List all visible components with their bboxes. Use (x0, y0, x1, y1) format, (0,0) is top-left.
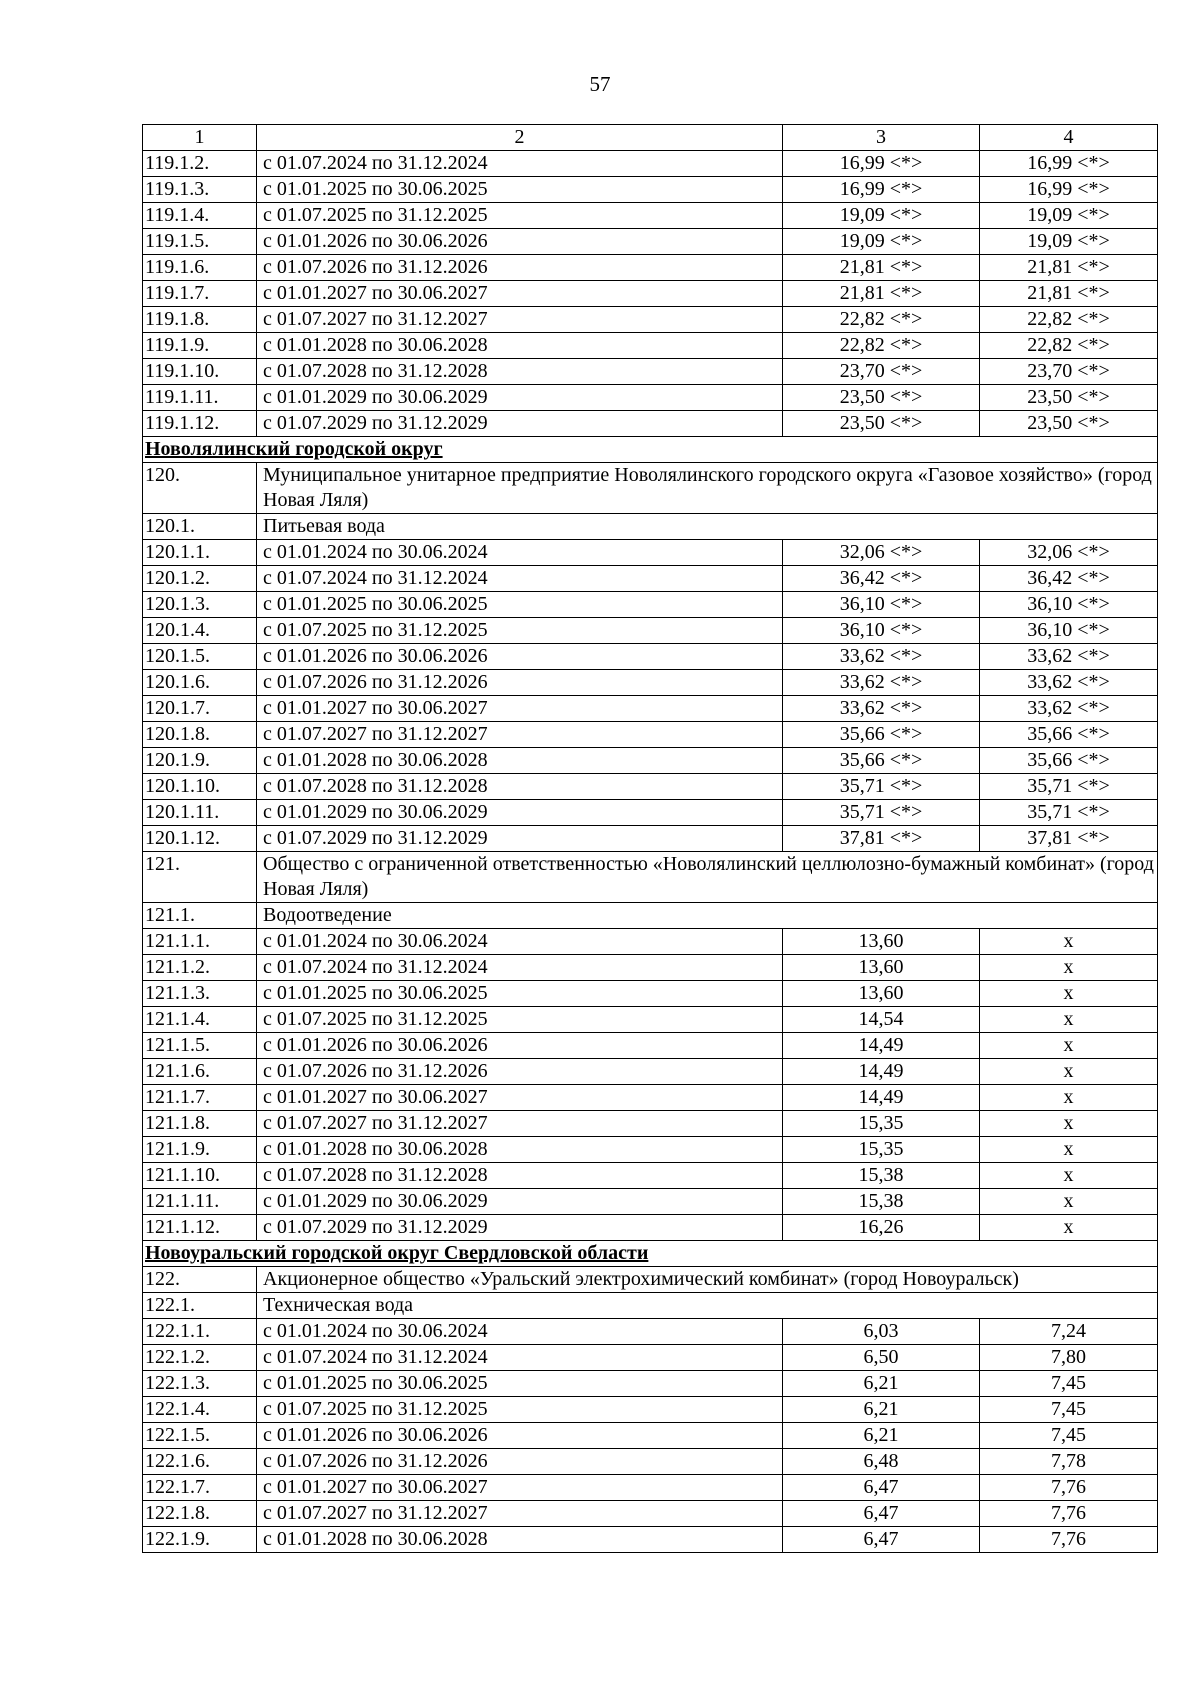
period-cell: с 01.07.2024 по 31.12.2024 (257, 1345, 783, 1371)
table-row (143, 203, 1158, 229)
row-number: 119.1.11. (143, 385, 257, 411)
row-number: 119.1.12. (143, 411, 257, 437)
table-row (143, 333, 1158, 359)
row-number: 122.1.6. (143, 1449, 257, 1475)
row-number: 121.1.5. (143, 1033, 257, 1059)
table-row (143, 981, 1158, 1007)
period-cell: с 01.07.2029 по 31.12.2029 (257, 1215, 783, 1241)
period-cell: с 01.07.2027 по 31.12.2027 (257, 307, 783, 333)
row-number: 122.1.5. (143, 1423, 257, 1449)
table-row (143, 1163, 1158, 1189)
tariff-value-col3: 16,99 <*> (783, 151, 980, 177)
tariff-value-col3: 32,06 <*> (783, 540, 980, 566)
tariff-value-col4: 7,76 (980, 1501, 1158, 1527)
table-row (143, 670, 1158, 696)
table-row (143, 1111, 1158, 1137)
tariff-value-col3: 15,38 (783, 1163, 980, 1189)
tariff-value-col4: 33,62 <*> (980, 670, 1158, 696)
row-number: 121.1.9. (143, 1137, 257, 1163)
tariff-value-col3: 6,48 (783, 1449, 980, 1475)
tariff-value-col3: 14,49 (783, 1033, 980, 1059)
organization-description: Общество с ограниченной ответственностью «Новолялинский целлюлозно-бумажный комбинат» (город Новая Ляля) (257, 852, 1158, 903)
tariff-value-col3: 16,26 (783, 1215, 980, 1241)
tariff-value-col4: 7,45 (980, 1371, 1158, 1397)
tariff-value-col4: 36,10 <*> (980, 592, 1158, 618)
tariff-value-col4: x (980, 1033, 1158, 1059)
row-number: 120.1.1. (143, 540, 257, 566)
tariff-value-col3: 14,49 (783, 1059, 980, 1085)
period-cell: с 01.01.2025 по 30.06.2025 (257, 981, 783, 1007)
organization-description: Питьевая вода (257, 514, 1158, 540)
row-number: 122. (143, 1267, 257, 1293)
table-row (143, 1345, 1158, 1371)
organization-row (143, 903, 1158, 929)
row-number: 120.1.3. (143, 592, 257, 618)
table-row (143, 1475, 1158, 1501)
period-cell: с 01.01.2024 по 30.06.2024 (257, 929, 783, 955)
tariff-value-col4: x (980, 1085, 1158, 1111)
tariff-value-col3: 33,62 <*> (783, 670, 980, 696)
column-header: 1 (143, 125, 257, 151)
period-cell: с 01.01.2024 по 30.06.2024 (257, 1319, 783, 1345)
table-row (143, 385, 1158, 411)
period-cell: с 01.07.2024 по 31.12.2024 (257, 955, 783, 981)
period-cell: с 01.07.2024 по 31.12.2024 (257, 566, 783, 592)
column-header: 2 (257, 125, 783, 151)
row-number: 121.1.10. (143, 1163, 257, 1189)
tariff-value-col4: x (980, 1111, 1158, 1137)
period-cell: с 01.07.2025 по 31.12.2025 (257, 618, 783, 644)
tariff-value-col3: 16,99 <*> (783, 177, 980, 203)
row-number: 119.1.5. (143, 229, 257, 255)
period-cell: с 01.07.2027 по 31.12.2027 (257, 1111, 783, 1137)
period-cell: с 01.01.2027 по 30.06.2027 (257, 1085, 783, 1111)
tariff-value-col3: 22,82 <*> (783, 333, 980, 359)
column-number-row (143, 125, 1158, 151)
table-row (143, 826, 1158, 852)
tariff-value-col4: 21,81 <*> (980, 281, 1158, 307)
row-number: 119.1.6. (143, 255, 257, 281)
tariff-value-col3: 15,35 (783, 1111, 980, 1137)
tariff-value-col3: 6,03 (783, 1319, 980, 1345)
tariff-value-col3: 13,60 (783, 981, 980, 1007)
tariff-value-col3: 22,82 <*> (783, 307, 980, 333)
row-number: 121.1.4. (143, 1007, 257, 1033)
period-cell: с 01.07.2027 по 31.12.2027 (257, 1501, 783, 1527)
table-row (143, 592, 1158, 618)
tariff-value-col4: 36,42 <*> (980, 566, 1158, 592)
tariff-value-col4: 33,62 <*> (980, 696, 1158, 722)
row-number: 119.1.4. (143, 203, 257, 229)
row-number: 120.1.7. (143, 696, 257, 722)
tariff-value-col4: x (980, 1189, 1158, 1215)
table-row (143, 955, 1158, 981)
table-row (143, 1033, 1158, 1059)
tariff-value-col4: x (980, 955, 1158, 981)
tariff-value-col3: 23,50 <*> (783, 385, 980, 411)
tariff-value-col3: 15,35 (783, 1137, 980, 1163)
tariff-value-col4: 7,80 (980, 1345, 1158, 1371)
table-row (143, 1059, 1158, 1085)
row-number: 121.1. (143, 903, 257, 929)
period-cell: с 01.01.2025 по 30.06.2025 (257, 592, 783, 618)
period-cell: с 01.07.2024 по 31.12.2024 (257, 151, 783, 177)
tariff-value-col4: 7,45 (980, 1423, 1158, 1449)
column-header: 4 (980, 125, 1158, 151)
tariff-value-col4: 35,66 <*> (980, 722, 1158, 748)
table-row (143, 800, 1158, 826)
table-row (143, 1007, 1158, 1033)
tariff-value-col4: 32,06 <*> (980, 540, 1158, 566)
tariff-value-col3: 6,50 (783, 1345, 980, 1371)
table-row (143, 1319, 1158, 1345)
table-row (143, 566, 1158, 592)
table-row (143, 540, 1158, 566)
tariff-value-col4: x (980, 981, 1158, 1007)
organization-description: Водоотведение (257, 903, 1158, 929)
period-cell: с 01.01.2025 по 30.06.2025 (257, 177, 783, 203)
row-number: 122.1. (143, 1293, 257, 1319)
organization-row (143, 852, 1158, 903)
tariff-value-col4: 33,62 <*> (980, 644, 1158, 670)
period-cell: с 01.01.2027 по 30.06.2027 (257, 281, 783, 307)
table-row (143, 1449, 1158, 1475)
tariff-value-col4: 22,82 <*> (980, 333, 1158, 359)
row-number: 119.1.9. (143, 333, 257, 359)
period-cell: с 01.01.2028 по 30.06.2028 (257, 1527, 783, 1553)
row-number: 120.1. (143, 514, 257, 540)
tariff-value-col3: 23,50 <*> (783, 411, 980, 437)
row-number: 120.1.2. (143, 566, 257, 592)
tariff-value-col4: 16,99 <*> (980, 151, 1158, 177)
row-number: 120.1.4. (143, 618, 257, 644)
period-cell: с 01.07.2029 по 31.12.2029 (257, 411, 783, 437)
period-cell: с 01.07.2026 по 31.12.2026 (257, 255, 783, 281)
row-number: 119.1.10. (143, 359, 257, 385)
table-row (143, 1085, 1158, 1111)
tariff-value-col3: 19,09 <*> (783, 229, 980, 255)
period-cell: с 01.07.2025 по 31.12.2025 (257, 203, 783, 229)
organization-description: Муниципальное унитарное предприятие Новолялинского городского округа «Газовое хозяйство» (город Новая Ляля) (257, 463, 1158, 514)
tariff-value-col3: 36,42 <*> (783, 566, 980, 592)
period-cell: с 01.01.2027 по 30.06.2027 (257, 696, 783, 722)
table-row (143, 1501, 1158, 1527)
row-number: 120.1.9. (143, 748, 257, 774)
tariff-value-col3: 13,60 (783, 929, 980, 955)
tariff-value-col3: 19,09 <*> (783, 203, 980, 229)
period-cell: с 01.01.2028 по 30.06.2028 (257, 1137, 783, 1163)
period-cell: с 01.07.2025 по 31.12.2025 (257, 1007, 783, 1033)
tariff-value-col4: x (980, 1163, 1158, 1189)
tariff-value-col3: 15,38 (783, 1189, 980, 1215)
tariff-value-col4: x (980, 1007, 1158, 1033)
period-cell: с 01.01.2029 по 30.06.2029 (257, 1189, 783, 1215)
row-number: 122.1.3. (143, 1371, 257, 1397)
tariff-value-col4: 19,09 <*> (980, 229, 1158, 255)
row-number: 122.1.1. (143, 1319, 257, 1345)
row-number: 121.1.7. (143, 1085, 257, 1111)
row-number: 121.1.12. (143, 1215, 257, 1241)
tariff-value-col4: x (980, 1059, 1158, 1085)
table-row (143, 618, 1158, 644)
table-row (143, 1423, 1158, 1449)
row-number: 120.1.12. (143, 826, 257, 852)
section-heading-row (143, 1241, 1158, 1267)
row-number: 122.1.9. (143, 1527, 257, 1553)
tariff-value-col4: 35,71 <*> (980, 800, 1158, 826)
period-cell: с 01.07.2026 по 31.12.2026 (257, 1059, 783, 1085)
row-number: 122.1.8. (143, 1501, 257, 1527)
organization-description: Акционерное общество «Уральский электрохимический комбинат» (город Новоуральск) (257, 1267, 1158, 1293)
row-number: 121.1.8. (143, 1111, 257, 1137)
tariff-value-col3: 36,10 <*> (783, 592, 980, 618)
period-cell: с 01.01.2024 по 30.06.2024 (257, 540, 783, 566)
row-number: 119.1.7. (143, 281, 257, 307)
tariff-value-col3: 37,81 <*> (783, 826, 980, 852)
row-number: 121.1.2. (143, 955, 257, 981)
tariff-value-col3: 33,62 <*> (783, 696, 980, 722)
table-row (143, 229, 1158, 255)
tariff-value-col4: 7,78 (980, 1449, 1158, 1475)
tariff-value-col4: 23,70 <*> (980, 359, 1158, 385)
period-cell: с 01.01.2026 по 30.06.2026 (257, 1033, 783, 1059)
tariff-value-col3: 6,47 (783, 1527, 980, 1553)
tariff-value-col4: 37,81 <*> (980, 826, 1158, 852)
period-cell: с 01.01.2026 по 30.06.2026 (257, 1423, 783, 1449)
tariff-value-col3: 21,81 <*> (783, 255, 980, 281)
table-row (143, 359, 1158, 385)
tariff-value-col3: 35,71 <*> (783, 800, 980, 826)
period-cell: с 01.07.2026 по 31.12.2026 (257, 670, 783, 696)
period-cell: с 01.01.2028 по 30.06.2028 (257, 333, 783, 359)
tariff-value-col3: 33,62 <*> (783, 644, 980, 670)
organization-row (143, 514, 1158, 540)
period-cell: с 01.01.2025 по 30.06.2025 (257, 1371, 783, 1397)
row-number: 120.1.6. (143, 670, 257, 696)
table-row (143, 411, 1158, 437)
row-number: 122.1.7. (143, 1475, 257, 1501)
table-row (143, 748, 1158, 774)
tariff-value-col3: 36,10 <*> (783, 618, 980, 644)
table-row (143, 774, 1158, 800)
tariff-value-col3: 23,70 <*> (783, 359, 980, 385)
period-cell: с 01.07.2026 по 31.12.2026 (257, 1449, 783, 1475)
tariff-value-col4: x (980, 1215, 1158, 1241)
tariff-value-col3: 14,49 (783, 1085, 980, 1111)
tariff-value-col4: x (980, 929, 1158, 955)
row-number: 119.1.8. (143, 307, 257, 333)
tariff-value-col4: 35,71 <*> (980, 774, 1158, 800)
row-number: 119.1.2. (143, 151, 257, 177)
page-number: 57 (589, 72, 611, 96)
tariff-value-col4: 23,50 <*> (980, 411, 1158, 437)
tariff-value-col4: 19,09 <*> (980, 203, 1158, 229)
table-row (143, 644, 1158, 670)
table-row (143, 307, 1158, 333)
row-number: 119.1.3. (143, 177, 257, 203)
tariff-value-col4: x (980, 1137, 1158, 1163)
period-cell: с 01.07.2025 по 31.12.2025 (257, 1397, 783, 1423)
tariff-value-col4: 22,82 <*> (980, 307, 1158, 333)
tariff-value-col4: 7,76 (980, 1527, 1158, 1553)
table-row (143, 696, 1158, 722)
tariff-value-col3: 6,47 (783, 1475, 980, 1501)
table-row (143, 1371, 1158, 1397)
table-row (143, 281, 1158, 307)
period-cell: с 01.07.2029 по 31.12.2029 (257, 826, 783, 852)
period-cell: с 01.01.2028 по 30.06.2028 (257, 748, 783, 774)
organization-row (143, 463, 1158, 514)
table-row (143, 722, 1158, 748)
tariff-value-col3: 35,66 <*> (783, 722, 980, 748)
organization-row (143, 1267, 1158, 1293)
tariff-value-col4: 21,81 <*> (980, 255, 1158, 281)
tariff-value-col3: 21,81 <*> (783, 281, 980, 307)
period-cell: с 01.01.2026 по 30.06.2026 (257, 644, 783, 670)
tariff-value-col4: 23,50 <*> (980, 385, 1158, 411)
row-number: 120.1.8. (143, 722, 257, 748)
tariff-value-col3: 6,21 (783, 1371, 980, 1397)
table-row (143, 1137, 1158, 1163)
table-row (143, 151, 1158, 177)
row-number: 121.1.3. (143, 981, 257, 1007)
period-cell: с 01.07.2028 по 31.12.2028 (257, 1163, 783, 1189)
tariff-value-col3: 14,54 (783, 1007, 980, 1033)
tariff-value-col4: 36,10 <*> (980, 618, 1158, 644)
column-header: 3 (783, 125, 980, 151)
row-number: 120.1.11. (143, 800, 257, 826)
tariff-table (142, 124, 1158, 1553)
table-row (143, 255, 1158, 281)
row-number: 120.1.5. (143, 644, 257, 670)
table-row (143, 1397, 1158, 1423)
section-heading: Новолялинский городской округ (143, 437, 1158, 463)
row-number: 120.1.10. (143, 774, 257, 800)
organization-row (143, 1293, 1158, 1319)
tariff-value-col4: 7,76 (980, 1475, 1158, 1501)
tariff-value-col3: 13,60 (783, 955, 980, 981)
period-cell: с 01.01.2029 по 30.06.2029 (257, 800, 783, 826)
organization-description: Техническая вода (257, 1293, 1158, 1319)
row-number: 121. (143, 852, 257, 903)
tariff-value-col4: 7,24 (980, 1319, 1158, 1345)
period-cell: с 01.01.2026 по 30.06.2026 (257, 229, 783, 255)
period-cell: с 01.01.2029 по 30.06.2029 (257, 385, 783, 411)
period-cell: с 01.07.2027 по 31.12.2027 (257, 722, 783, 748)
row-number: 121.1.1. (143, 929, 257, 955)
section-heading-row (143, 437, 1158, 463)
period-cell: с 01.07.2028 по 31.12.2028 (257, 774, 783, 800)
period-cell: с 01.01.2027 по 30.06.2027 (257, 1475, 783, 1501)
section-heading: Новоуральский городской округ Свердловской области (143, 1241, 1158, 1267)
period-cell: с 01.07.2028 по 31.12.2028 (257, 359, 783, 385)
tariff-value-col3: 6,21 (783, 1397, 980, 1423)
table-row (143, 1527, 1158, 1553)
row-number: 121.1.6. (143, 1059, 257, 1085)
row-number: 122.1.2. (143, 1345, 257, 1371)
table-row (143, 177, 1158, 203)
tariff-value-col3: 6,47 (783, 1501, 980, 1527)
tariff-value-col4: 16,99 <*> (980, 177, 1158, 203)
row-number: 121.1.11. (143, 1189, 257, 1215)
table-row (143, 929, 1158, 955)
row-number: 120. (143, 463, 257, 514)
tariff-value-col3: 35,66 <*> (783, 748, 980, 774)
tariff-value-col3: 35,71 <*> (783, 774, 980, 800)
tariff-value-col4: 35,66 <*> (980, 748, 1158, 774)
tariff-value-col3: 6,21 (783, 1423, 980, 1449)
table-row (143, 1189, 1158, 1215)
row-number: 122.1.4. (143, 1397, 257, 1423)
table-row (143, 1215, 1158, 1241)
tariff-value-col4: 7,45 (980, 1397, 1158, 1423)
